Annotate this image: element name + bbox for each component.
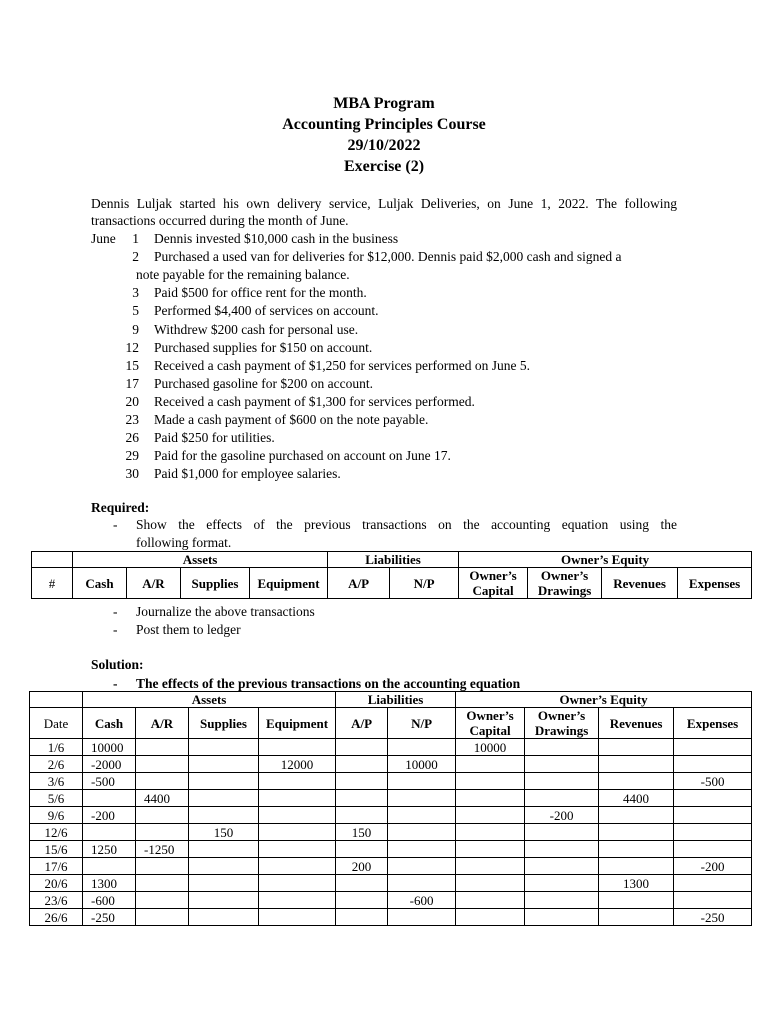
table-row <box>30 892 752 909</box>
table-cell: 4400 <box>599 790 674 807</box>
table-cell <box>259 739 336 756</box>
solution-col-expenses: Expenses <box>674 708 752 739</box>
table-cell <box>456 756 525 773</box>
solution-col-owners-capital: Owner’s Capital <box>456 708 525 739</box>
table-cell: -600 <box>83 892 136 909</box>
table-cell <box>136 773 189 790</box>
table-cell <box>259 824 336 841</box>
table-cell <box>336 841 388 858</box>
table-cell <box>525 858 599 875</box>
required-bullet-2: Journalize the above transactions <box>136 604 315 619</box>
table-cell: 4400 <box>136 790 189 807</box>
required-bullet-1: Show the effects of the previous transactions on the accounting equation using the <box>136 517 677 532</box>
table-cell <box>674 739 752 756</box>
table-cell <box>525 773 599 790</box>
transaction-text: Made a cash payment of $600 on the note payable. <box>154 412 429 427</box>
table-cell <box>674 790 752 807</box>
table-cell <box>189 739 259 756</box>
table-cell <box>599 892 674 909</box>
format-group-equity: Owner’s Equity <box>459 552 752 568</box>
table-cell <box>259 773 336 790</box>
table-cell <box>189 773 259 790</box>
table-cell: 12000 <box>259 756 336 773</box>
transaction-day: 15 <box>125 357 139 373</box>
table-cell <box>259 858 336 875</box>
table-row <box>30 841 752 858</box>
table-cell <box>388 807 456 824</box>
row-date-cell: 26/6 <box>30 909 83 926</box>
transaction-text: Purchased supplies for $150 on account. <box>154 339 373 355</box>
format-col-owners-drawings: Owner’s Drawings <box>528 568 602 599</box>
table-row <box>30 909 752 926</box>
table-cell <box>674 841 752 858</box>
table-cell: -200 <box>525 807 599 824</box>
table-cell <box>525 875 599 892</box>
format-col-expenses: Expenses <box>678 568 752 599</box>
solution-group-blank <box>30 692 83 708</box>
transaction-day: 9 <box>132 321 139 337</box>
solution-col-supplies: Supplies <box>189 708 259 739</box>
transaction-text: Paid $1,000 for employee salaries. <box>154 466 341 482</box>
table-cell: 1300 <box>83 875 136 892</box>
table-row <box>30 824 752 841</box>
table-cell <box>674 892 752 909</box>
table-cell <box>136 892 189 909</box>
table-row <box>30 756 752 773</box>
format-col-ap: A/P <box>328 568 390 599</box>
solution-dash: - <box>113 676 118 691</box>
solution-heading: Solution: <box>91 657 144 672</box>
table-cell <box>189 858 259 875</box>
solution-col-cash: Cash <box>83 708 136 739</box>
table-cell <box>599 739 674 756</box>
row-date-cell: 23/6 <box>30 892 83 909</box>
table-row <box>30 773 752 790</box>
intro-paragraph: Dennis Luljak started his own delivery service, Luljak Deliveries, on June 1, 2022. The following transactions occurred during the month of June. <box>91 196 677 228</box>
table-cell <box>456 875 525 892</box>
transaction-day: 30 <box>125 466 139 482</box>
table-cell <box>456 790 525 807</box>
table-cell <box>336 909 388 926</box>
row-date-cell: 2/6 <box>30 756 83 773</box>
table-cell <box>189 756 259 773</box>
table-cell <box>83 858 136 875</box>
table-cell <box>336 790 388 807</box>
doc-title-course: Accounting Principles Course <box>282 116 486 133</box>
table-cell <box>456 841 525 858</box>
transaction-text-cont: note payable for the remaining balance. <box>136 267 350 283</box>
format-group-blank <box>32 552 73 568</box>
table-cell <box>388 875 456 892</box>
row-date-cell: 20/6 <box>30 875 83 892</box>
transaction-text: Purchased a used van for deliveries for $12,000. Dennis paid $2,000 cash and signed a <box>154 249 622 265</box>
transaction-text: Performed $4,400 of services on account. <box>154 303 379 319</box>
table-cell <box>525 841 599 858</box>
table-cell <box>674 875 752 892</box>
format-group-assets: Assets <box>73 552 328 568</box>
transaction-text: Paid $500 for office rent for the month. <box>154 285 367 301</box>
table-cell <box>336 773 388 790</box>
table-cell: -500 <box>674 773 752 790</box>
table-cell: 1300 <box>599 875 674 892</box>
table-cell <box>525 824 599 841</box>
table-cell <box>599 858 674 875</box>
table-cell <box>388 841 456 858</box>
required-bullet-1-cont: following format. <box>136 535 232 550</box>
transaction-text: Withdrew $200 cash for personal use. <box>154 321 359 337</box>
table-cell <box>599 824 674 841</box>
table-cell <box>388 790 456 807</box>
transaction-day: 17 <box>125 375 139 391</box>
solution-col-ar: A/R <box>136 708 189 739</box>
table-cell <box>189 875 259 892</box>
required-bullet-3: Post them to ledger <box>136 622 241 637</box>
table-cell <box>259 807 336 824</box>
table-cell <box>388 824 456 841</box>
table-cell: 10000 <box>456 739 525 756</box>
transaction-text: Paid for the gasoline purchased on account on June 17. <box>154 448 451 464</box>
table-cell <box>189 909 259 926</box>
table-cell <box>259 841 336 858</box>
transaction-text: Received a cash payment of $1,250 for services performed on June 5. <box>154 357 530 373</box>
solution-col-revenues: Revenues <box>599 708 674 739</box>
table-cell <box>189 892 259 909</box>
table-cell: 10000 <box>388 756 456 773</box>
table-cell <box>456 909 525 926</box>
transaction-text: Dennis invested $10,000 cash in the business <box>154 231 399 246</box>
transaction-day: 29 <box>125 448 139 464</box>
table-cell <box>388 739 456 756</box>
table-cell <box>456 824 525 841</box>
table-cell <box>259 909 336 926</box>
row-date-cell: 1/6 <box>30 739 83 756</box>
table-cell <box>136 807 189 824</box>
row-date-cell: 17/6 <box>30 858 83 875</box>
table-cell: -200 <box>83 807 136 824</box>
transaction-day: 2 <box>132 249 139 265</box>
month-label: June <box>91 231 116 246</box>
table-cell <box>674 756 752 773</box>
format-col-np: N/P <box>390 568 459 599</box>
table-cell: 150 <box>189 824 259 841</box>
doc-title-program: MBA Program <box>333 95 435 112</box>
table-cell <box>525 739 599 756</box>
table-cell <box>83 824 136 841</box>
table-cell <box>189 807 259 824</box>
table-cell: -250 <box>83 909 136 926</box>
table-cell: -250 <box>674 909 752 926</box>
table-cell <box>136 756 189 773</box>
table-cell <box>525 756 599 773</box>
transaction-day: 5 <box>132 303 139 319</box>
table-cell: -1250 <box>136 841 189 858</box>
table-cell <box>336 807 388 824</box>
transaction-day: 23 <box>125 412 139 427</box>
format-group-liabilities: Liabilities <box>328 552 459 568</box>
table-cell <box>525 909 599 926</box>
table-cell <box>599 909 674 926</box>
solution-col-date: Date <box>30 708 83 739</box>
required-heading: Required: <box>91 500 150 515</box>
table-cell <box>456 858 525 875</box>
table-cell <box>388 858 456 875</box>
format-col-number: # <box>32 568 73 599</box>
table-cell: 200 <box>336 858 388 875</box>
solution-col-ap: A/P <box>336 708 388 739</box>
table-cell <box>456 892 525 909</box>
format-col-supplies: Supplies <box>181 568 250 599</box>
table-cell <box>525 892 599 909</box>
row-date-cell: 9/6 <box>30 807 83 824</box>
table-cell: 10000 <box>83 739 136 756</box>
row-date-cell: 12/6 <box>30 824 83 841</box>
table-cell: 1250 <box>83 841 136 858</box>
format-col-cash: Cash <box>73 568 127 599</box>
table-cell <box>136 739 189 756</box>
table-cell <box>336 875 388 892</box>
solution-col-equipment: Equipment <box>259 708 336 739</box>
table-cell <box>599 841 674 858</box>
table-cell <box>388 909 456 926</box>
format-col-owners-capital: Owner’s Capital <box>459 568 528 599</box>
table-cell <box>336 892 388 909</box>
row-date-cell: 15/6 <box>30 841 83 858</box>
transaction-day: 26 <box>125 430 139 446</box>
transaction-text: Received a cash payment of $1,300 for services performed. <box>154 393 475 409</box>
table-cell: -2000 <box>83 756 136 773</box>
solution-table <box>29 691 752 926</box>
table-row <box>30 807 752 824</box>
transaction-day: 3 <box>132 285 139 301</box>
table-cell <box>336 739 388 756</box>
table-cell <box>674 807 752 824</box>
solution-group-equity: Owner’s Equity <box>456 692 752 708</box>
table-cell: -500 <box>83 773 136 790</box>
table-cell <box>456 807 525 824</box>
table-row <box>30 739 752 756</box>
format-table <box>31 551 752 599</box>
format-col-revenues: Revenues <box>602 568 678 599</box>
table-cell <box>599 773 674 790</box>
table-cell: -600 <box>388 892 456 909</box>
solution-group-liabilities: Liabilities <box>336 692 456 708</box>
row-date-cell: 3/6 <box>30 773 83 790</box>
table-cell <box>525 790 599 807</box>
table-cell <box>136 909 189 926</box>
transaction-text: Purchased gasoline for $200 on account. <box>154 375 373 391</box>
table-cell <box>336 756 388 773</box>
table-cell <box>136 875 189 892</box>
table-cell <box>259 875 336 892</box>
table-cell <box>189 790 259 807</box>
doc-title-date: 29/10/2022 <box>347 137 421 154</box>
transaction-day: 1 <box>132 231 139 246</box>
table-cell <box>674 824 752 841</box>
transaction-day: 12 <box>125 339 139 355</box>
doc-title-exercise: Exercise (2) <box>343 158 425 175</box>
table-cell <box>599 756 674 773</box>
table-cell <box>599 807 674 824</box>
table-row <box>30 858 752 875</box>
table-cell <box>136 824 189 841</box>
transaction-day: 20 <box>125 393 139 409</box>
table-cell <box>388 773 456 790</box>
table-cell <box>83 790 136 807</box>
format-col-equipment: Equipment <box>250 568 328 599</box>
bullet-dash: - <box>113 622 118 637</box>
solution-subheading: The effects of the previous transactions on the accounting equation <box>136 676 521 691</box>
bullet-dash: - <box>113 517 118 532</box>
row-date-cell: 5/6 <box>30 790 83 807</box>
table-cell <box>259 790 336 807</box>
table-row <box>30 875 752 892</box>
solution-group-assets: Assets <box>83 692 336 708</box>
table-cell <box>189 841 259 858</box>
format-col-ar: A/R <box>127 568 181 599</box>
table-cell <box>456 773 525 790</box>
solution-col-owners-drawings: Owner’s Drawings <box>525 708 599 739</box>
table-cell: -200 <box>674 858 752 875</box>
solution-col-np: N/P <box>388 708 456 739</box>
table-cell <box>136 858 189 875</box>
bullet-dash: - <box>113 604 118 619</box>
table-row <box>30 790 752 807</box>
table-cell: 150 <box>336 824 388 841</box>
table-cell <box>259 892 336 909</box>
transaction-text: Paid $250 for utilities. <box>154 430 275 446</box>
